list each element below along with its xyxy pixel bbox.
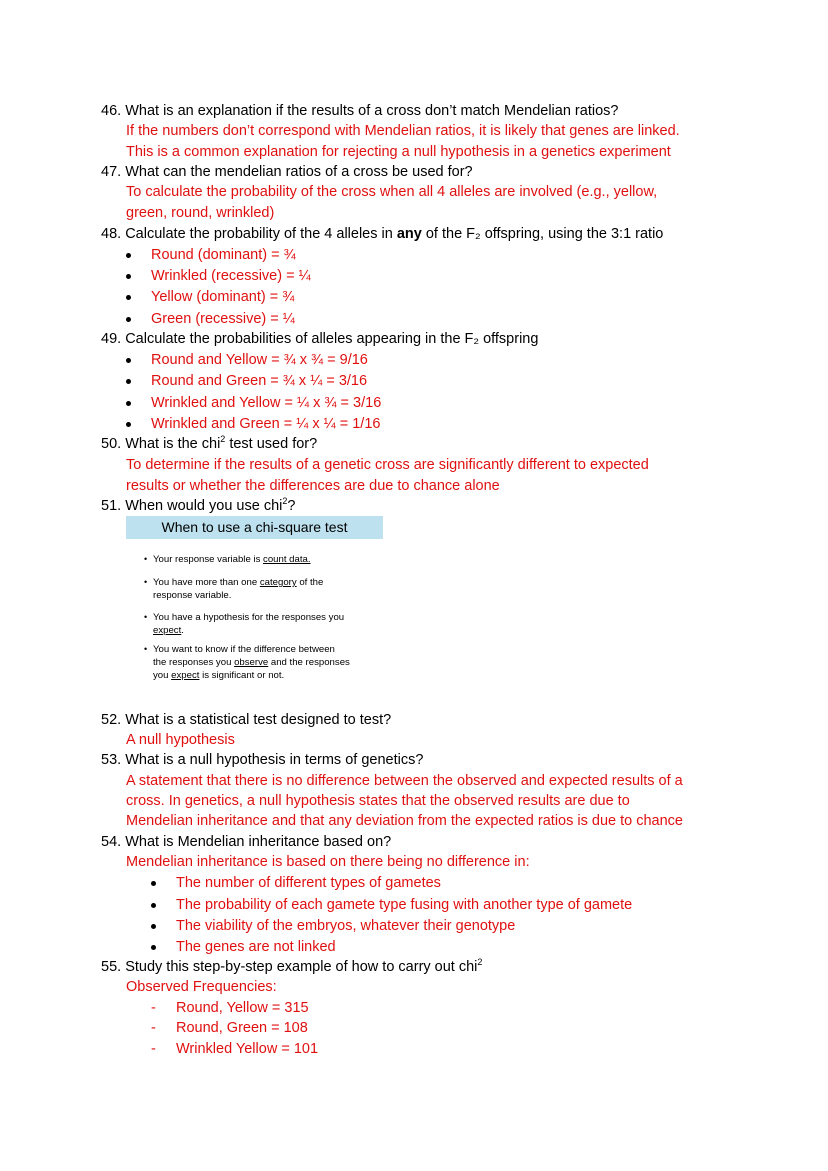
chi-square-box-header [126,516,383,539]
answer-53-line-2: cross. In genetics, a null hypothesis states that the observed results are due to [126,793,630,809]
chi-list-item-3-cont [153,624,184,637]
bullet-dot-icon [151,903,156,908]
item-text: of the [296,577,324,588]
answer-46-line-1: If the numbers don’t correspond with Mendelian ratios, it is likely that genes are linked. [126,123,680,139]
bullet-dot-icon [151,881,156,886]
question-text: What is a statistical test designed to test? [125,712,392,728]
bullet-dot-icon [126,317,131,322]
question-55 [101,957,482,977]
item-text: Your response variable is [153,554,264,565]
small-bullet-icon: • [144,554,148,564]
bullet-dot-icon [151,945,156,950]
emphasis-text: any [396,226,422,242]
dash-item-1 [151,998,309,1018]
bullet-49-4 [126,414,380,434]
bullet-dot-icon [126,295,131,300]
bullet-54-3 [151,916,515,936]
superscript: 2 [220,434,226,445]
question-54 [101,832,391,852]
small-bullet-icon: • [144,644,148,654]
chi-list-item-4 [144,643,335,656]
question-text: Study this step-by-step example of how to carry out chi [125,959,478,975]
question-text: What can the mendelian ratios of a cross be used for? [125,164,473,180]
question-number: 53. [101,752,122,768]
small-bullet-icon: • [144,612,148,622]
question-text: When would you use chi [125,498,283,514]
question-number: 48. [101,226,122,242]
dash-marker: - [151,1000,156,1016]
superscript: 2 [282,496,288,507]
answer-54-line-1: Mendelian inheritance is based on there being no difference in: [126,854,530,870]
question-text-end: test used for? [225,436,318,452]
bullet-49-2 [126,371,367,391]
bullet-dot-icon [126,358,131,363]
question-text-end: ? [287,498,296,514]
item-text: You have a hypothesis for the responses you [153,612,345,623]
bullet-48-4 [126,309,295,329]
underlined-text: observe [234,657,269,668]
bullet-text: The probability of each gamete type fusing with another type of gamete [176,897,633,913]
question-text: What is an explanation if the results of a cross don’t match Mendelian ratios? [125,103,619,119]
answer-53-line-3: Mendelian inheritance and that any deviation from the expected ratios is due to chance [126,813,683,829]
bullet-dot-icon [126,274,131,279]
bullet-49-1 [126,350,368,370]
bullet-text: The viability of the embryos, whatever their genotype [176,918,516,934]
question-53 [101,750,423,770]
chi-list-item-2 [144,576,324,589]
bullet-dot-icon [126,401,131,406]
question-number: 49. [101,331,122,347]
bullet-text: Wrinkled and Green = ¼ x ¼ = 1/16 [151,416,381,432]
bullet-dot-icon [126,422,131,427]
question-number: 50. [101,436,122,452]
item-text: is significant or not. [199,670,285,681]
item-text: the responses you [153,657,235,668]
dash-text: Round, Yellow = 315 [176,1000,309,1016]
chi-square-box-title: When to use a chi-square test [161,519,348,535]
question-48 [101,224,663,244]
bullet-dot-icon [126,253,131,258]
answer-46-line-2: This is a common explanation for rejecting a null hypothesis in a genetics experiment [126,144,671,160]
question-51 [101,496,295,516]
question-number: 46. [101,103,122,119]
answer-52-line-1: A null hypothesis [126,732,235,748]
question-number: 47. [101,164,122,180]
dash-item-2 [151,1018,308,1038]
question-text: What is Mendelian inheritance based on? [125,834,392,850]
bullet-54-2 [151,895,632,915]
dash-text: Wrinkled Yellow = 101 [176,1041,319,1057]
underlined-text: expect [171,670,200,681]
bullet-text: Green (recessive) = ¼ [151,311,295,327]
chi-list-item-4-cont1 [153,656,350,669]
question-50 [101,434,317,454]
bullet-54-1 [151,873,441,893]
question-text: Calculate the probabilities of alleles appearing in the F₂ offspring [125,331,539,347]
answer-47-line-2: green, round, wrinkled) [126,205,275,221]
bullet-text: The number of different types of gametes [176,875,441,891]
bullet-48-2 [126,266,311,286]
dash-item-3 [151,1039,319,1059]
bullet-54-4 [151,937,336,957]
chi-list-item-2-cont: response variable. [153,590,232,601]
dash-text: Round, Green = 108 [176,1020,308,1036]
item-text: . [181,625,184,636]
question-text: What is the chi [125,436,221,452]
question-text-end: of the F₂ offspring, using the 3:1 ratio [421,226,664,242]
chi-list-item-1 [144,553,311,566]
item-text: and the responses [268,657,350,668]
answer-53-line-1: A statement that there is no difference between the observed and expected results of a [126,773,683,789]
answer-50-line-1: To determine if the results of a genetic cross are significantly different to expected [126,457,649,473]
bullet-49-3 [126,393,381,413]
superscript: 2 [477,957,483,968]
answer-55-line-1: Observed Frequencies: [126,979,277,995]
item-text: You have more than one [153,577,260,588]
bullet-text: Round and Yellow = ¾ x ¾ = 9/16 [151,352,368,368]
item-text: you [153,670,172,681]
bullet-text: The genes are not linked [176,939,336,955]
question-52 [101,710,391,730]
underlined-text: expect [153,625,182,636]
underlined-text: category [259,577,297,588]
bullet-text: Wrinkled and Yellow = ¼ x ¾ = 3/16 [151,395,382,411]
bullet-text: Wrinkled (recessive) = ¼ [151,268,311,284]
bullet-text: Round and Green = ¾ x ¼ = 3/16 [151,373,368,389]
bullet-text: Round (dominant) = ¾ [151,247,296,263]
item-text: You want to know if the difference between [153,644,335,655]
chi-list-item-3 [144,611,345,624]
question-number: 55. [101,959,122,975]
bullet-text: Yellow (dominant) = ¾ [151,289,295,305]
bullet-48-3 [126,287,294,307]
question-46 [101,101,618,121]
answer-47-line-1: To calculate the probability of the cross when all 4 alleles are involved (e.g., yellow, [126,184,658,200]
question-text: Calculate the probability of the 4 alleles in [125,226,397,242]
underlined-text: count data. [263,554,311,565]
question-number: 51. [101,498,122,514]
dash-marker: - [151,1041,156,1057]
small-bullet-icon: • [144,577,148,587]
bullet-dot-icon [126,379,131,384]
answer-50-line-2: results or whether the differences are due to chance alone [126,478,500,494]
question-number: 54. [101,834,122,850]
chi-list-item-4-cont2 [153,669,284,682]
question-number: 52. [101,712,122,728]
question-47 [101,162,473,182]
bullet-48-1 [126,245,296,265]
question-49 [101,329,538,349]
question-text: What is a null hypothesis in terms of genetics? [125,752,424,768]
bullet-dot-icon [151,924,156,929]
dash-marker: - [151,1020,156,1036]
